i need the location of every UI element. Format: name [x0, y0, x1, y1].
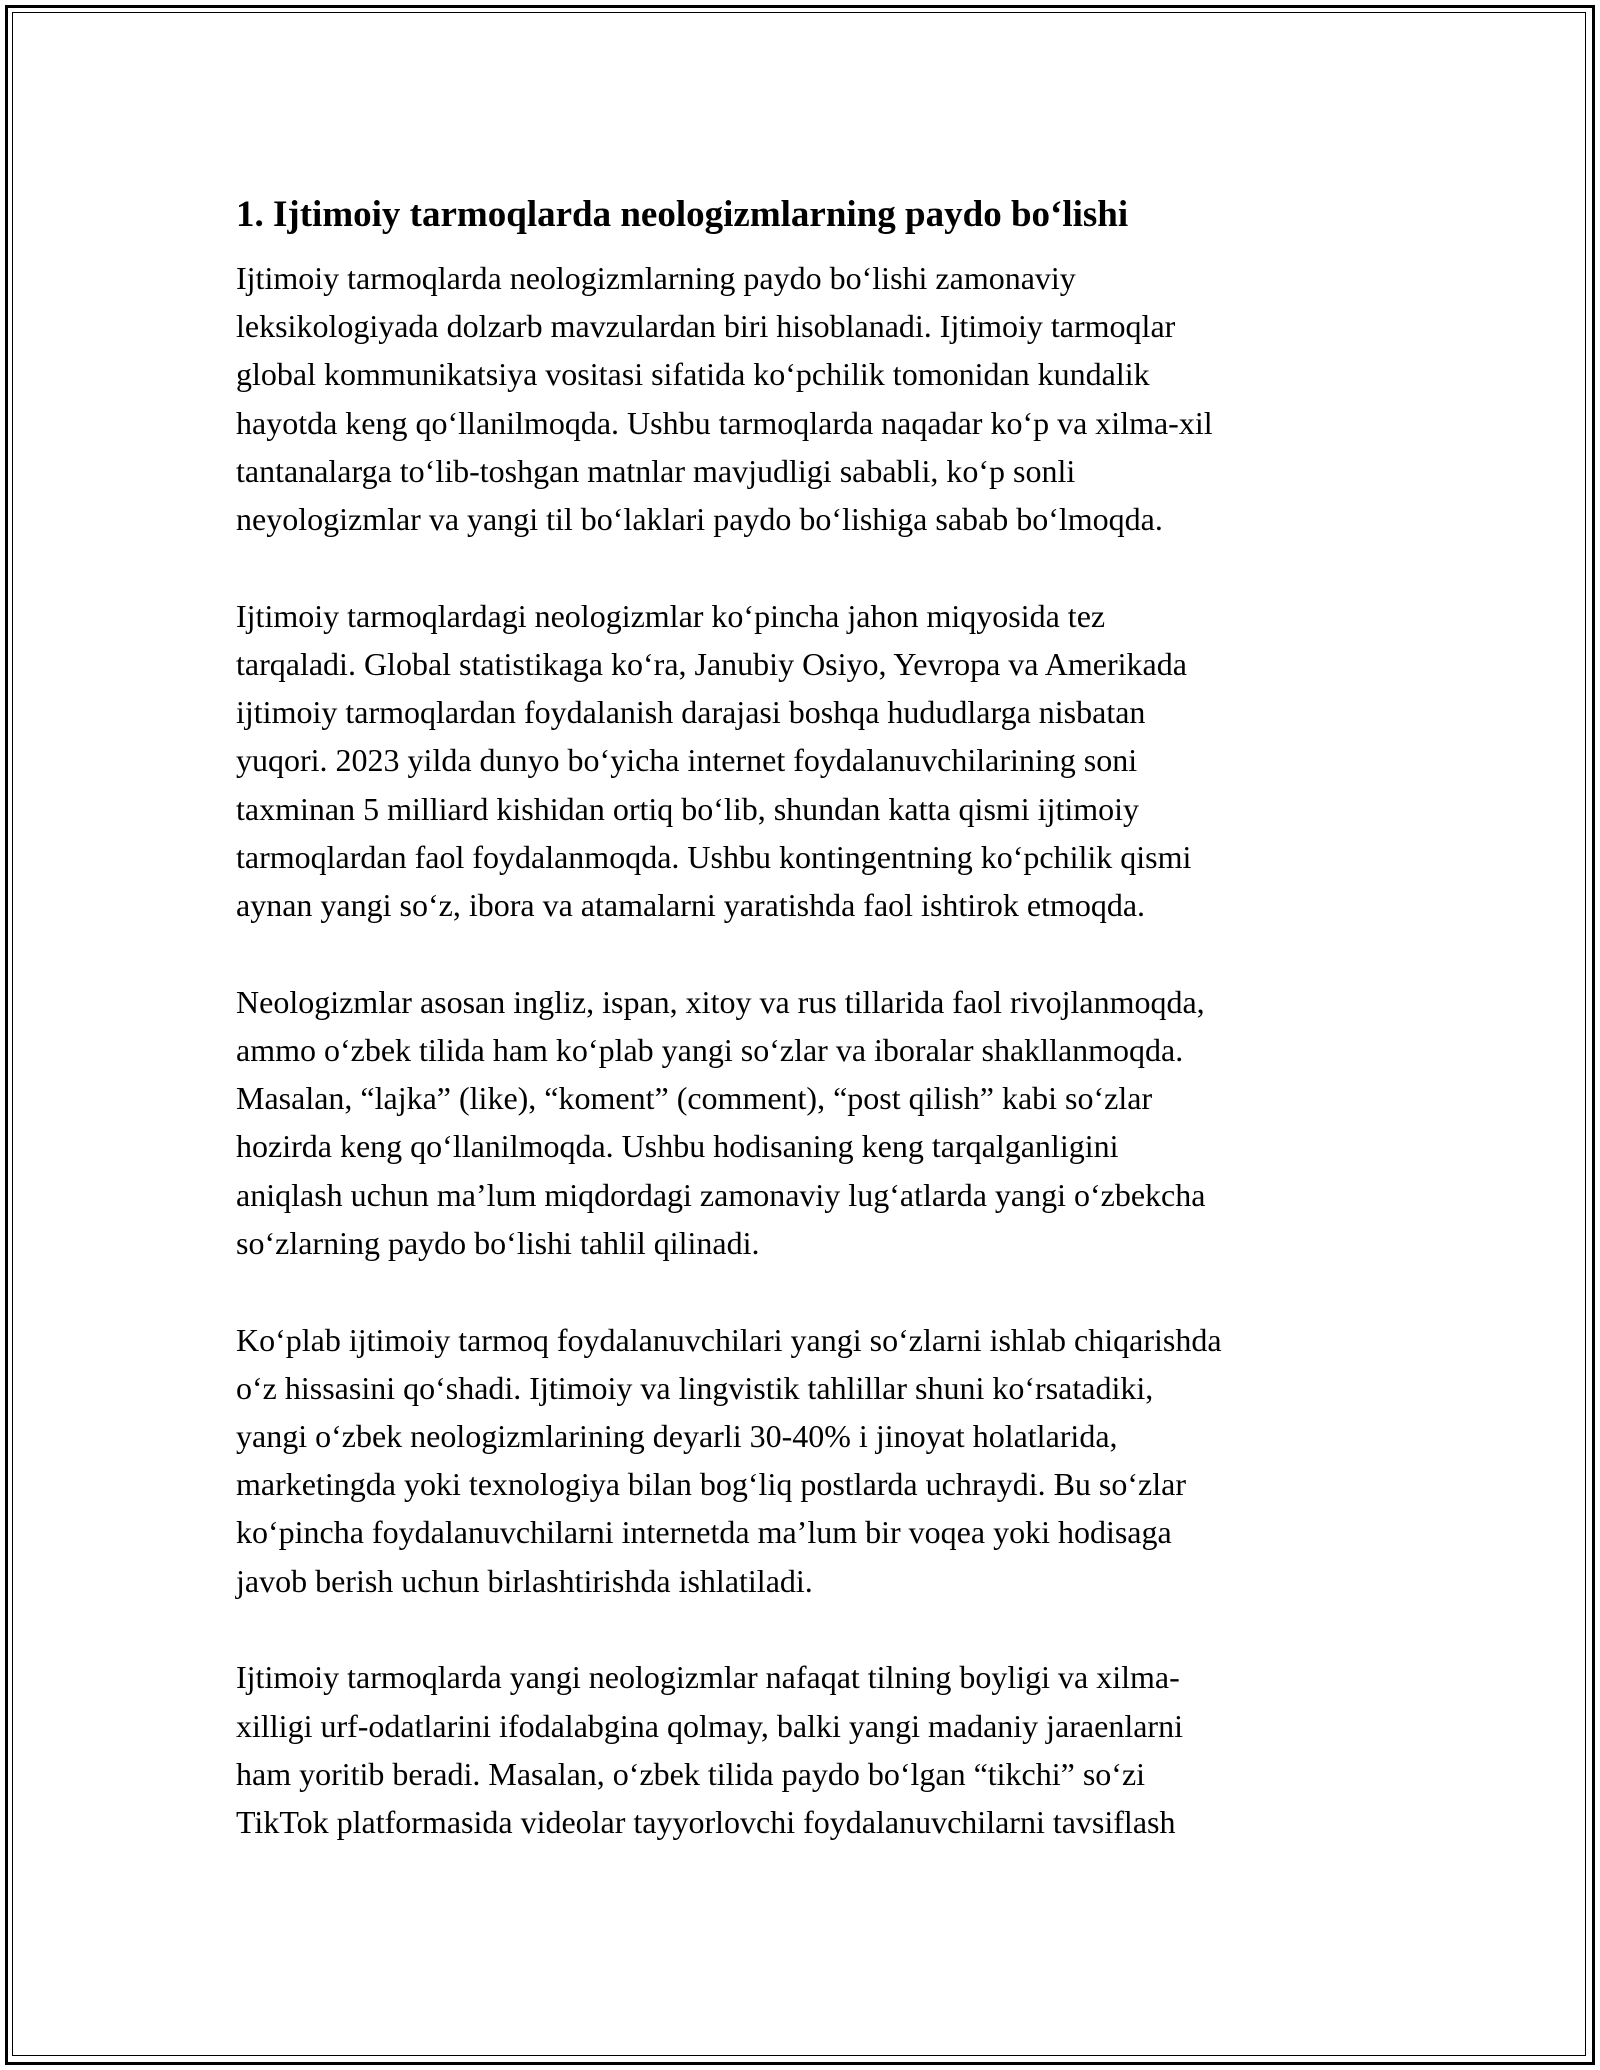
text-line: hayotda keng qo‘llanilmoqda. Ushbu tarmoqlarda naqadar ko‘p va xilma-xil	[236, 404, 1213, 441]
text-line: Masalan, “lajka” (like), “koment” (comment), “post qilish” kabi so‘zlar	[236, 1080, 1153, 1117]
text-line: ammo o‘zbek tilida ham ko‘plab yangi so‘zlar va iboralar shakllanmoqda.	[236, 1032, 1184, 1069]
paragraph-3	[236, 978, 1376, 1267]
text-line: ham yoritib beradi. Masalan, o‘zbek tilida paydo bo‘lgan “tikchi” so‘zi	[236, 1755, 1146, 1792]
text-line: neyologizmlar va yangi til bo‘laklari paydo bo‘lishiga sabab bo‘lmoqda.	[236, 501, 1163, 538]
text-line: tantanalarga to‘lib-toshgan matnlar mavjudligi sababli, ko‘p sonli	[236, 452, 1076, 489]
text-line: ijtimoiy tarmoqlardan foydalanish darajasi boshqa hududlarga nisbatan	[236, 694, 1146, 731]
text-line: aniqlash uchun ma’lum miqdordagi zamonaviy lug‘atlarda yangi o‘zbekcha	[236, 1176, 1206, 1213]
text-line: TikTok platformasida videolar tayyorlovchi foydalanuvchilarni tavsiflash	[236, 1804, 1176, 1841]
text-line: so‘zlarning paydo bo‘lishi tahlil qilinadi.	[236, 1224, 760, 1261]
text-line: yuqori. 2023 yilda dunyo bo‘yicha internet foydalanuvchilarining soni	[236, 742, 1138, 779]
text-line: Ijtimoiy tarmoqlarda yangi neologizmlar nafaqat tilning boyligi va xilma-	[236, 1659, 1180, 1696]
paragraph-5	[236, 1653, 1376, 1846]
text-line: Ijtimoiy tarmoqlarda neologizmlarning paydo bo‘lishi zamonaviy	[236, 260, 1076, 296]
text-line: marketingda yoki texnologiya bilan bog‘liq postlarda uchraydi. Bu so‘zlar	[236, 1466, 1186, 1503]
text-line: tarmoqlardan faol foydalanmoqda. Ushbu kontingentning ko‘pchilik qismi	[236, 838, 1192, 875]
text-line: aynan yangi so‘z, ibora va atamalarni yaratishda faol ishtirok etmoqda.	[236, 887, 1146, 924]
paragraph-4	[236, 1316, 1376, 1605]
text-line: Ko‘plab ijtimoiy tarmoq foydalanuvchilari yangi so‘zlarni ishlab chiqarishda	[236, 1321, 1222, 1358]
text-line: tarqaladi. Global statistikaga ko‘ra, Janubiy Osiyo, Yevropa va Amerikada	[236, 646, 1187, 683]
text-line: o‘z hissasini qo‘shadi. Ijtimoiy va lingvistik tahlillar shuni ko‘rsatadiki,	[236, 1369, 1154, 1406]
paragraph-2	[236, 592, 1376, 929]
text-line: leksikologiyada dolzarb mavzulardan biri hisoblanadi. Ijtimoiy tarmoqlar	[236, 308, 1176, 345]
text-line: hozirda keng qo‘llanilmoqda. Ushbu hodisaning keng tarqalganligini	[236, 1128, 1119, 1165]
text-line: Ijtimoiy tarmoqlardagi neologizmlar ko‘pincha jahon miqyosida tez	[236, 597, 1106, 634]
paragraph-1	[236, 254, 1376, 543]
text-line: ko‘pincha foydalanuvchilarni internetda ma’lum bir voqea yoki hodisaga	[236, 1514, 1172, 1551]
section-heading: 1. Ijtimoiy tarmoqlarda neologizmlarning paydo bo‘lishi	[236, 194, 1129, 235]
text-line: Neologizmlar asosan ingliz, ispan, xitoy va rus tillarida faol rivojlanmoqda,	[236, 983, 1205, 1020]
text-line: taxminan 5 milliard kishidan ortiq bo‘lib, shundan katta qismi ijtimoiy	[236, 790, 1140, 827]
text-line: global kommunikatsiya vositasi sifatida ko‘pchilik tomonidan kundalik	[236, 356, 1150, 393]
text-line: xilligi urf-odatlarini ifodalabgina qolmay, balki yangi madaniy jaraenlarni	[236, 1707, 1183, 1744]
text-line: javob berish uchun birlashtirishda ishlatiladi.	[236, 1562, 813, 1599]
text-line: yangi o‘zbek neologizmlarining deyarli 30-40% i jinoyat holatlarida,	[236, 1418, 1118, 1455]
document-body	[236, 188, 1376, 1846]
